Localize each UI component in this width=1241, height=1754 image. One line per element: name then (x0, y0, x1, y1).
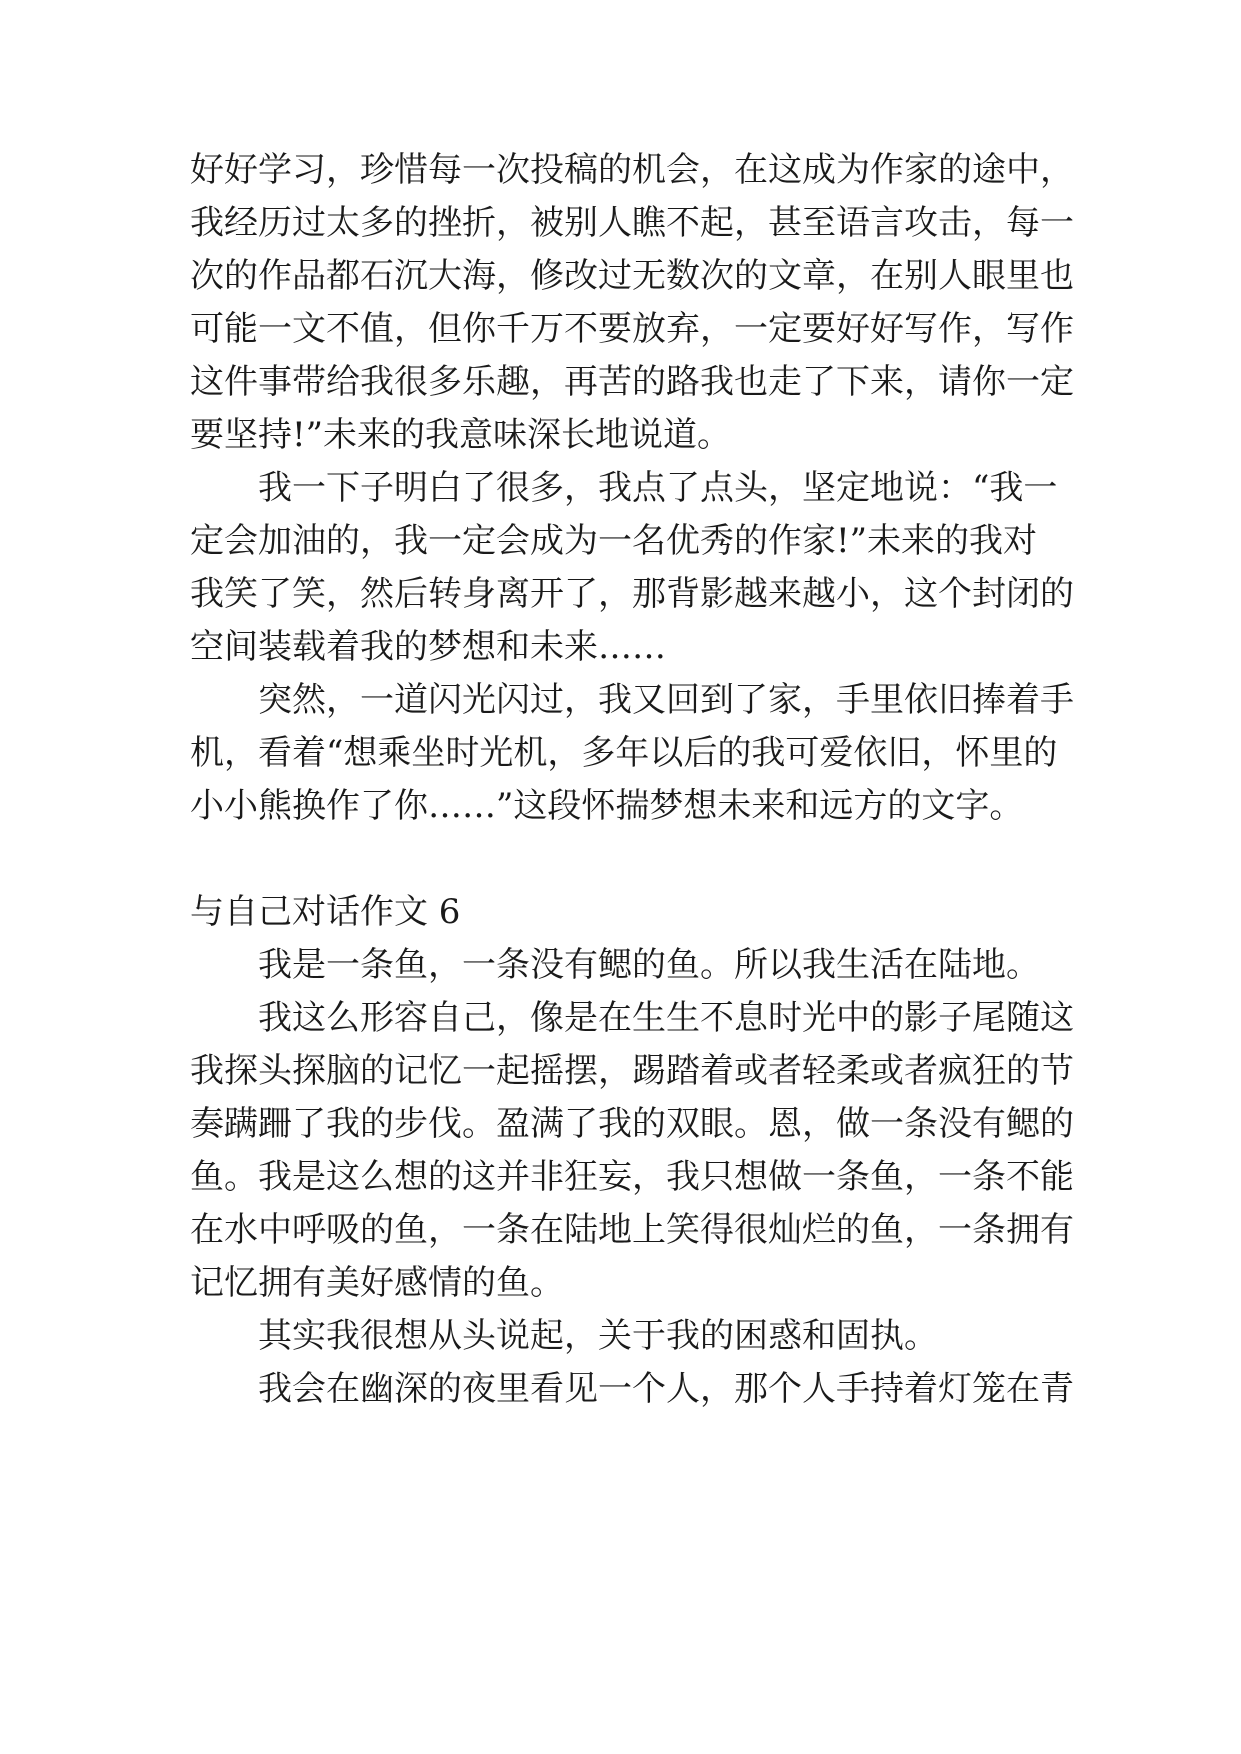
text-line: 我是一条鱼，一条没有鳃的鱼。所以我生活在陆地。 (258, 945, 1040, 985)
text-line: 定会加油的，我一定会成为一名优秀的作家!”未来的我对 (190, 521, 1038, 561)
text-line: 可能一文不值，但你千万不要放弃，一定要好好写作，写作 (190, 309, 1074, 349)
text-line: 记忆拥有美好感情的鱼。 (190, 1263, 564, 1303)
text-line: 机，看着“想乘坐时光机，多年以后的我可爱依旧，怀里的 (190, 733, 1058, 773)
text-line: 要坚持!”未来的我意味深长地说道。 (190, 415, 732, 455)
section-heading: 与自己对话作文 6 (190, 892, 461, 932)
text-line: 突然，一道闪光闪过，我又回到了家，手里依旧捧着手 (258, 680, 1074, 720)
text-line: 鱼。我是这么想的这并非狂妄，我只想做一条鱼，一条不能 (190, 1157, 1074, 1197)
text-line: 我一下子明白了很多，我点了点头，坚定地说：“我一 (258, 468, 1058, 508)
text-line: 次的作品都石沉大海，修改过无数次的文章，在别人眼里也 (190, 256, 1074, 296)
text-line: 小小熊换作了你……”这段怀揣梦想未来和远方的文字。 (190, 786, 1024, 826)
text-line: 我这么形容自己，像是在生生不息时光中的影子尾随这 (258, 998, 1074, 1038)
text-line: 我探头探脑的记忆一起摇摆，踢踏着或者轻柔或者疯狂的节 (190, 1051, 1074, 1091)
text-line: 我经历过太多的挫折，被别人瞧不起，甚至语言攻击，每一 (190, 203, 1074, 243)
text-line: 空间装载着我的梦想和未来…… (190, 627, 666, 667)
text-line: 在水中呼吸的鱼，一条在陆地上笑得很灿烂的鱼，一条拥有 (190, 1210, 1074, 1250)
text-line: 奏蹒跚了我的步伐。盈满了我的双眼。恩，做一条没有鳃的 (190, 1104, 1074, 1144)
text-line: 好好学习，珍惜每一次投稿的机会，在这成为作家的途中， (190, 150, 1074, 190)
text-line: 我会在幽深的夜里看见一个人，那个人手持着灯笼在青 (258, 1369, 1074, 1409)
text-line: 其实我很想从头说起，关于我的困惑和固执。 (258, 1316, 938, 1356)
text-line: 我笑了笑，然后转身离开了，那背影越来越小，这个封闭的 (190, 574, 1074, 614)
text-line: 这件事带给我很多乐趣，再苦的路我也走了下来，请你一定 (190, 362, 1074, 402)
